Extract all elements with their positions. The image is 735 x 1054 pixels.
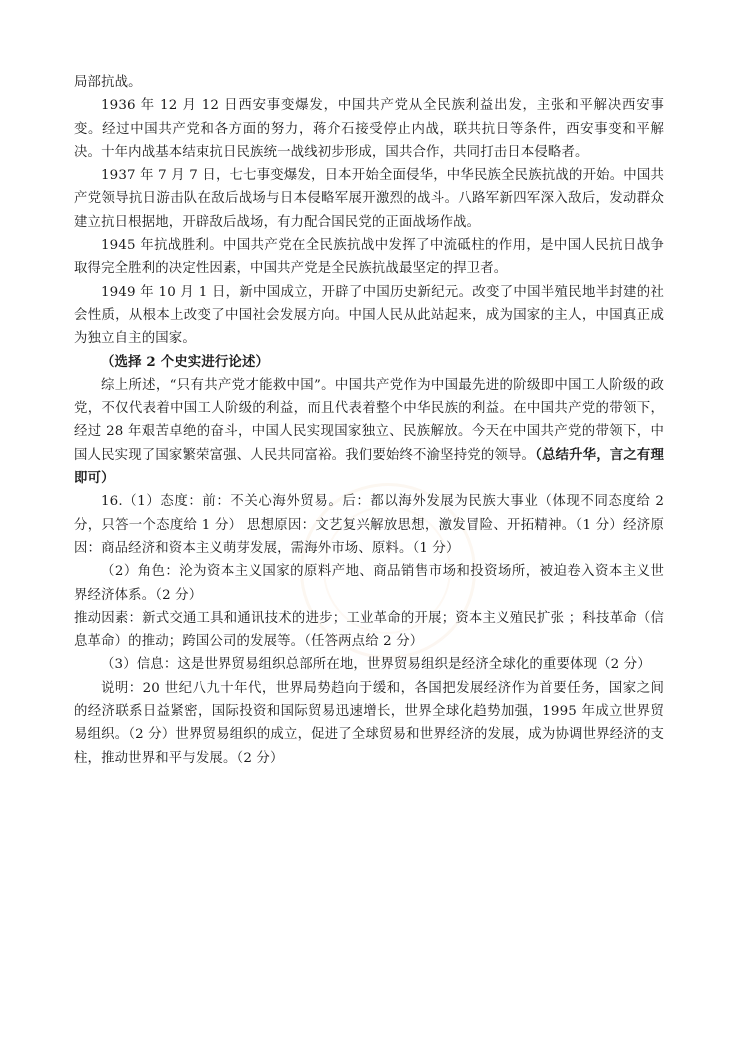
question-16-part-2: （2）角色：沦为资本主义国家的原料产地、商品销售市场和投资场所，被迫卷入资本主义世界经济体系。（2 分）	[74, 564, 664, 603]
question-16-part-1: 16.（1）态度：前：不关心海外贸易。后：都以海外发展为民族大事业（体现不同态度给 2 分，只答一个态度给 1 分） 思想原因：文艺复兴解放思想，激发冒险、开拓精神。（1 分）经济原因：商品经济和资本主义萌芽发展，需海外市场、原料。（1 分）	[74, 494, 664, 556]
scoring-note: （总结升华，言之有理即可）	[74, 446, 664, 487]
paragraph	[74, 374, 664, 490]
question-16-part-3: （3）信息：这是世界贸易组织总部所在地，世界贸易组织是经济全球化的重要体现（2 分）	[101, 657, 651, 673]
paragraph: 1945 年抗战胜利。中国共产党在全民族抗战中发挥了中流砥柱的作用，是中国人民抗日战争取得完全胜利的决定性因素，中国共产党是全民族抗战最坚定的捍卫者。	[74, 238, 664, 277]
paragraph: 说明：20 世纪八九十年代，世界局势趋向于缓和，各国把发展经济作为首要任务，国家之间的经济联系日益紧密，国际投资和国际贸易迅速增长，世界全球化趋势加强，1995 年成立世界贸易组织。（2 分）世界贸易组织的成立，促进了全球贸易和世界经济的发展，成为协调世界经济的支柱，推动世界和平与发展。（2 分）	[74, 680, 664, 766]
paragraph: 局部抗战。	[74, 75, 142, 90]
paragraph: 1949 年 10 月 1 日，新中国成立，开辟了中国历史新纪元。改变了中国半殖民地半封建的社会性质，从根本上改变了中国社会发展方向。中国人民从此站起来，成为国家的主人，中国真正成为独立自主的国家。	[74, 284, 664, 347]
paragraph: 1937 年 7 月 7 日，七七事变爆发，日本开始全面侵华，中华民族全民族抗战的开始。中国共产党领导抗日游击队在敌后战场与日本侵略军展开激烈的战斗。八路军新四军深入敌后，发动群众建立抗日根据地，开辟敌后战场，有力配合国民党的正面战场作战。	[74, 168, 664, 230]
scoring-note: （选择 2 个史实进行论述）	[101, 353, 270, 370]
summary-text: 综上所述，“只有共产党才能救中国”。中国共产党作为中国最先进的阶级即中国工人阶级的政党，不仅代表着中国工人阶级的利益，而且代表着整个中华民族的利益。在中国共产党的带领下，经过 28 年艰苦卓绝的奋斗，中国人民实现国家独立、民族解放。今天在中国共产党的带领下，中国人民实现了国家繁荣富强、人民共同富裕。我们要始终不渝坚持党的领导。	[74, 377, 664, 463]
paragraph: 推动因素：新式交通工具和通讯技术的进步；工业革命的开展；资本主义殖民扩张 ；科技革命（信息革命）的推动；跨国公司的发展等。（任答两点给 2 分）	[74, 610, 664, 650]
answer-text	[74, 71, 664, 770]
paragraph: 1936 年 12 月 12 日西安事变爆发，中国共产党从全民族利益出发，主张和平解决西安事变。经过中国共产党和各方面的努力，蒋介石接受停止内战，联共抗日等条件，西安事变和平解决。十年内战基本结束抗日民族统一战线初步形成，国共合作，共同打击日本侵略者。	[74, 98, 664, 160]
